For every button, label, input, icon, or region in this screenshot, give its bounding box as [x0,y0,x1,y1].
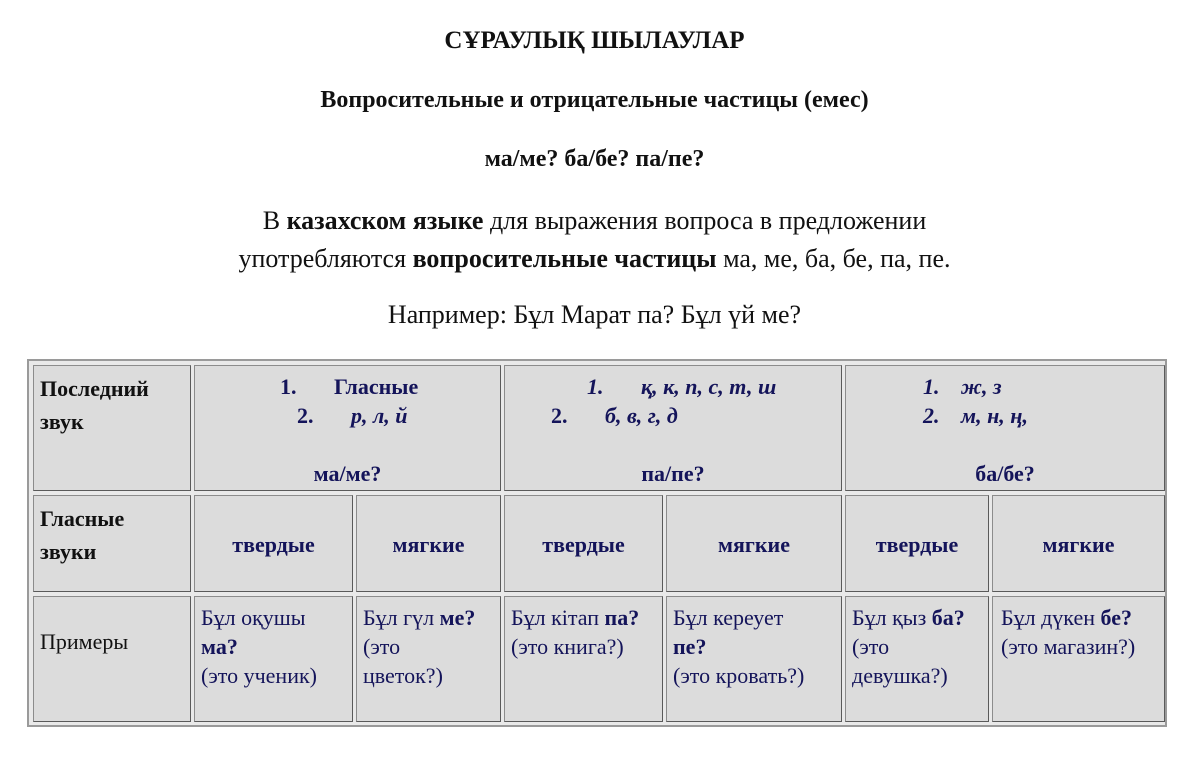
hardness-cell [666,495,842,592]
example-cell [845,596,989,722]
page-subtitle: Вопросительные и отрицательные частицы (емес) [320,87,869,113]
example-2-translation-1: (это [363,634,401,659]
group1-line1-text: Гласные [334,374,419,399]
example-2-particle: ме? [439,605,476,630]
group-header-voiced [845,365,1165,491]
row-label-last-sound-2: звук [40,409,84,434]
group3-line2-num: 2. [923,403,940,428]
group2-line2-text: б, в, г, д [605,403,678,428]
example-4-translation: (это кровать?) [673,663,805,688]
group1-line1-num: 1. [280,374,297,399]
group1-particle: ма/ме? [313,461,382,486]
intro-text-4: ма, ме, ба, бе, па, пе. [716,244,951,273]
example-3-particle: па? [604,605,640,630]
group3-line1-text: ж, з [961,374,1002,399]
example-cell [504,596,663,722]
page-title: СҰРАУЛЫҚ ШЫЛАУЛАР [444,27,745,54]
row-label-vowel-sounds-2: звуки [40,539,97,564]
hardness-label: твердые [542,532,625,557]
example-3-translation: (это книга?) [511,634,624,659]
group2-line2-num: 2. [551,403,568,428]
hardness-cell [194,495,353,592]
example-3-line1: Бұл кітап [511,605,605,630]
example-cell [992,596,1165,722]
group2-line1-num: 1. [587,374,604,399]
example-1-particle: ма? [201,634,238,659]
intro-text-3: употребляются [238,244,413,273]
example-4-line1: Бұл кереует [673,605,784,630]
group1-line2-num: 2. [297,403,314,428]
hardness-label: твердые [875,532,959,557]
row-label-last-sound-1: Последний [40,376,149,401]
group1-line2-text: р, л, й [351,403,408,428]
hardness-label: мягкие [718,532,790,557]
example-2-translation-2: цветок?) [363,663,443,688]
hardness-cell [504,495,663,592]
example-1-line1: Бұл оқушы [201,605,306,630]
example-5-translation-2: девушка?) [852,663,948,688]
row-label-vowel-sounds [33,495,191,592]
group2-line1-text: қ, к, п, с, т, ш [641,374,777,399]
hardness-cell [992,495,1165,592]
row-label-last-sound [33,365,191,491]
intro-paragraph [0,202,1189,278]
intro-bold-1: казахском языке [286,206,484,235]
group2-particle: па/пе? [641,461,705,486]
row-label-vowel-sounds-1: Гласные [40,506,125,531]
group-header-vowels [194,365,501,491]
hardness-cell [845,495,989,592]
group3-particle: ба/бе? [975,461,1035,486]
particles-line: ма/ме? ба/бе? па/пе? [484,146,705,172]
example-6-line1: Бұл дүкен [1001,605,1101,630]
example-5-particle: ба? [931,605,965,630]
example-6-translation: (это магазин?) [1001,634,1136,659]
group-header-voiceless [504,365,842,491]
group3-line1-num: 1. [923,374,940,399]
example-cell [666,596,842,722]
hardness-label: мягкие [392,532,465,557]
example-cell [194,596,353,722]
example-1-translation: (это ученик) [201,663,317,688]
example-sentence: Например: Бұл Марат па? Бұл үй ме? [387,300,802,329]
hardness-label: твердые [232,532,315,557]
intro-text-1: В [262,206,287,235]
intro-text-2: для выражения вопроса в предложении [483,206,927,235]
example-cell [356,596,501,722]
group3-line2-text: м, н, ң, [961,403,1028,428]
example-5-translation-1: (это [852,634,890,659]
row-label-examples-text: Примеры [40,629,129,654]
row-label-examples [33,596,191,722]
intro-bold-2: вопросительные частицы [412,244,717,273]
example-2-line1: Бұл гүл [363,605,440,630]
example-6-particle: бе? [1100,605,1132,630]
example-4-particle: пе? [673,634,707,659]
example-5-line1: Бұл қыз [852,605,932,630]
hardness-cell [356,495,501,592]
hardness-label: мягкие [1042,532,1115,557]
particles-table [27,359,1167,727]
